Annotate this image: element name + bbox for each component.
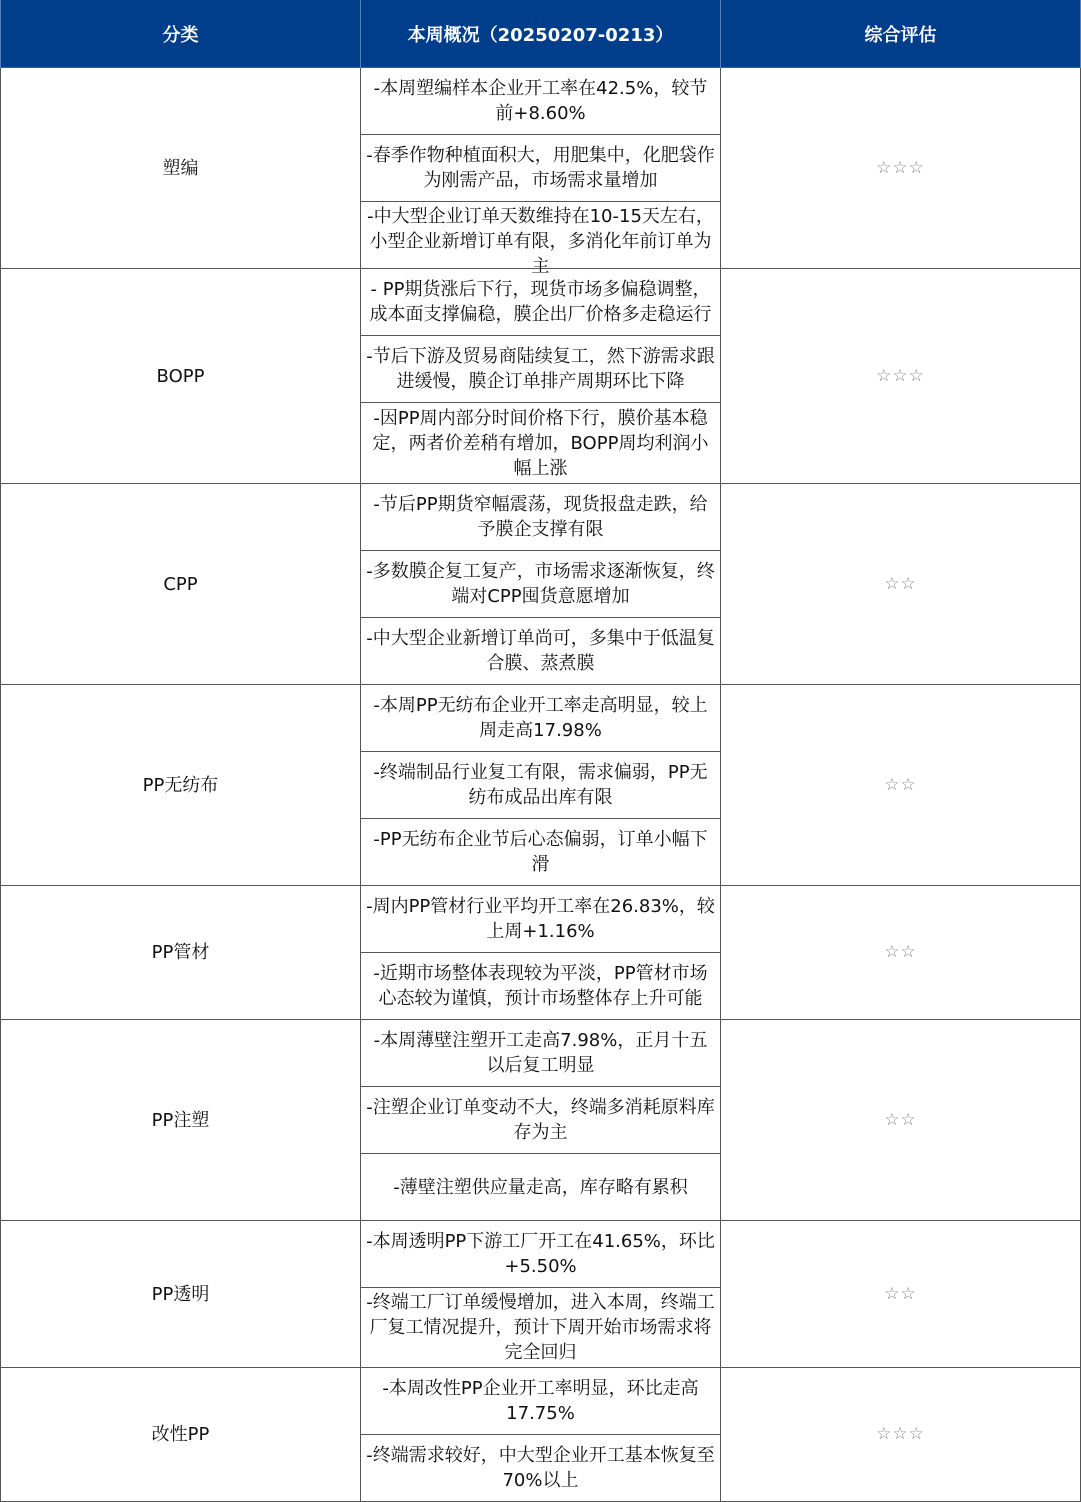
- category-cell: PP无纺布: [1, 685, 361, 886]
- table-row: [1, 484, 1081, 551]
- rating-stars: ☆☆: [721, 685, 1081, 886]
- category-cell: BOPP: [1, 269, 361, 484]
- category-cell: PP管材: [1, 886, 361, 1020]
- detail-cell: -本周塑编样本企业开工率在42.5%，较节前+8.60%: [361, 68, 721, 135]
- table-row: [1, 269, 1081, 336]
- rating-stars: ☆☆: [721, 484, 1081, 685]
- category-cell: PP透明: [1, 1221, 361, 1368]
- detail-cell: -终端制品行业复工有限，需求偏弱，PP无纺布成品出库有限: [361, 752, 721, 819]
- category-cell: 塑编: [1, 68, 361, 269]
- detail-cell: -节后下游及贸易商陆续复工，然下游需求跟进缓慢，膜企订单排产周期环比下降: [361, 336, 721, 403]
- detail-cell: -薄壁注塑供应量走高，库存略有累积: [361, 1154, 721, 1221]
- detail-cell: -本周改性PP企业开工率明显，环比走高17.75%: [361, 1368, 721, 1435]
- detail-cell: -终端工厂订单缓慢增加，进入本周，终端工厂复工情况提升，预计下周开始市场需求将完全回归: [361, 1288, 721, 1368]
- detail-cell: -春季作物种植面积大，用肥集中，化肥袋作为刚需产品，市场需求量增加: [361, 135, 721, 202]
- detail-cell: -周内PP管材行业平均开工率在26.83%，较上周+1.16%: [361, 886, 721, 953]
- detail-text: -中大型企业订单天数维持在10-15天左右，小型企业新增订单有限，多消化年前订单为主: [367, 206, 714, 277]
- detail-cell: -终端需求较好，中大型企业开工基本恢复至70%以上: [361, 1435, 721, 1502]
- rating-stars: ☆☆: [721, 1221, 1081, 1368]
- category-cell: CPP: [1, 484, 361, 685]
- category-cell: 改性PP: [1, 1368, 361, 1502]
- table-row: [1, 886, 1081, 953]
- detail-cell: -近期市场整体表现较为平淡，PP管材市场心态较为谨慎，预计市场整体存上升可能: [361, 953, 721, 1020]
- detail-cell: -本周透明PP下游工厂开工在41.65%，环比+5.50%: [361, 1221, 721, 1288]
- detail-cell: -本周薄壁注塑开工走高7.98%，正月十五以后复工明显: [361, 1020, 721, 1087]
- table-row: [1, 1221, 1081, 1288]
- table-row: [1, 68, 1081, 135]
- header-overview: 本周概况（20250207-0213）: [361, 0, 721, 68]
- table-row: [1, 1020, 1081, 1087]
- header-row: [1, 0, 1081, 68]
- rating-stars: ☆☆: [721, 886, 1081, 1020]
- table-row: [1, 685, 1081, 752]
- rating-stars: ☆☆☆: [721, 1368, 1081, 1502]
- detail-cell: -注塑企业订单变动不大，终端多消耗原料库存为主: [361, 1087, 721, 1154]
- detail-cell: - PP期货涨后下行，现货市场多偏稳调整，成本面支撑偏稳，膜企出厂价格多走稳运行: [361, 269, 721, 336]
- header-category: 分类: [1, 0, 361, 68]
- detail-cell: -中大型企业新增订单尚可，多集中于低温复合膜、蒸煮膜: [361, 618, 721, 685]
- detail-cell: -多数膜企复工复产，市场需求逐渐恢复，终端对CPP囤货意愿增加: [361, 551, 721, 618]
- table-row: [1, 1368, 1081, 1435]
- rating-stars: ☆☆☆: [721, 269, 1081, 484]
- detail-cell: [361, 202, 721, 277]
- header-rating: 综合评估: [721, 0, 1081, 68]
- detail-cell: -本周PP无纺布企业开工率走高明显，较上周走高17.98%: [361, 685, 721, 752]
- rating-stars: ☆☆☆: [721, 68, 1081, 269]
- detail-cell: -因PP周内部分时间价格下行，膜价基本稳定，两者价差稍有增加，BOPP周均利润小幅上涨: [361, 403, 721, 484]
- detail-cell: -PP无纺布企业节后心态偏弱，订单小幅下滑: [361, 819, 721, 886]
- rating-stars: ☆☆: [721, 1020, 1081, 1221]
- detail-cell: -节后PP期货窄幅震荡，现货报盘走跌，给予膜企支撑有限: [361, 484, 721, 551]
- category-cell: PP注塑: [1, 1020, 361, 1221]
